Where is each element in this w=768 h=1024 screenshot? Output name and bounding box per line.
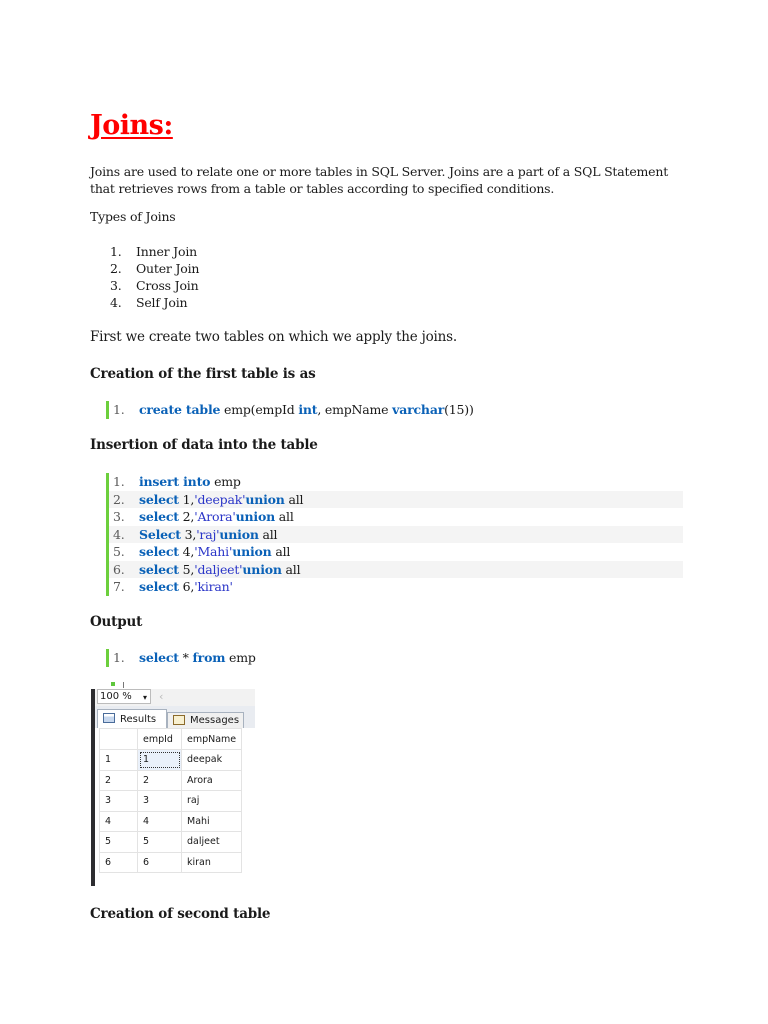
table-cell[interactable]: 6 <box>138 852 182 873</box>
table-header-row <box>100 729 242 750</box>
tab-messages[interactable]: Messages <box>167 712 244 728</box>
code-line: 3. select 2,'Arora'union all <box>113 509 294 524</box>
row-number[interactable]: 4 <box>100 811 138 832</box>
table-row <box>100 770 242 791</box>
intro-paragraph: Joins are used to relate one or more tables in SQL Server. Joins are a part of a SQL Statement that retrieves rows from a table or tables according to specified conditions. <box>90 164 669 196</box>
first-sentence: First we create two tables on which we apply the joins. <box>90 329 457 345</box>
code-line: 1. create table emp(empId int, empName varchar(15)) <box>113 402 474 417</box>
chevron-left-icon[interactable]: ‹ <box>159 690 164 703</box>
table-row <box>100 852 242 873</box>
list-item: 2. Outer Join <box>110 261 200 276</box>
ssms-results-screenshot <box>91 686 251 886</box>
table-cell[interactable]: deepak <box>182 750 242 771</box>
code-line: 2. select 1,'deepak'union all <box>109 491 683 509</box>
types-heading: Types of Joins <box>90 209 176 224</box>
code-block-select <box>106 649 683 667</box>
table-row <box>100 791 242 812</box>
table-cell[interactable]: daljeet <box>182 832 242 853</box>
column-header[interactable]: empName <box>182 729 242 750</box>
table-row <box>100 750 242 771</box>
code-line: 5. select 4,'Mahi'union all <box>113 544 291 559</box>
list-item: 4. Self Join <box>110 295 188 310</box>
list-item: 3. Cross Join <box>110 278 199 293</box>
table-cell[interactable]: Mahi <box>182 811 242 832</box>
code-line: 6. select 5,'daljeet'union all <box>109 561 683 579</box>
heading-insertion: Insertion of data into the table <box>90 437 318 453</box>
row-number[interactable]: 1 <box>100 750 138 771</box>
tab-results[interactable]: Results <box>97 709 167 728</box>
zoom-bar <box>91 689 255 706</box>
row-number[interactable]: 6 <box>100 852 138 873</box>
grid-icon <box>103 713 115 723</box>
code-block-insert <box>106 473 683 596</box>
table-cell[interactable]: kiran <box>182 852 242 873</box>
page-title: Joins: <box>90 110 173 141</box>
table-cell[interactable]: 3 <box>138 791 182 812</box>
divider <box>123 682 124 688</box>
table-cell[interactable]: raj <box>182 791 242 812</box>
zoom-select[interactable]: 100 % <box>97 689 151 704</box>
chevron-down-icon[interactable]: ▾ <box>143 693 148 702</box>
row-number[interactable]: 5 <box>100 832 138 853</box>
heading-create-first-table: Creation of the first table is as <box>90 366 316 382</box>
table-cell[interactable]: 2 <box>138 770 182 791</box>
code-block-create <box>106 401 683 419</box>
column-header <box>100 729 138 750</box>
result-tabs <box>91 706 255 728</box>
code-line: 4. Select 3,'raj'union all <box>109 526 683 544</box>
message-icon <box>173 715 185 725</box>
table-row <box>100 811 242 832</box>
code-line: 1. select * from emp <box>113 650 256 665</box>
heading-create-second-table: Creation of second table <box>90 906 271 922</box>
code-line: 1. insert into emp <box>113 474 241 489</box>
table-cell[interactable]: 1 <box>138 750 182 771</box>
row-number[interactable]: 3 <box>100 791 138 812</box>
status-indicator <box>111 682 115 686</box>
heading-output: Output <box>90 614 143 630</box>
results-table <box>99 728 242 873</box>
join-types-list <box>110 243 199 311</box>
row-number[interactable]: 2 <box>100 770 138 791</box>
results-grid <box>91 728 255 886</box>
table-row <box>100 832 242 853</box>
table-cell[interactable]: Arora <box>182 770 242 791</box>
code-line: 7. select 6,'kiran' <box>113 579 233 594</box>
table-cell[interactable]: 5 <box>138 832 182 853</box>
list-item: 1. Inner Join <box>110 244 197 259</box>
table-cell[interactable]: 4 <box>138 811 182 832</box>
column-header[interactable]: empId <box>138 729 182 750</box>
